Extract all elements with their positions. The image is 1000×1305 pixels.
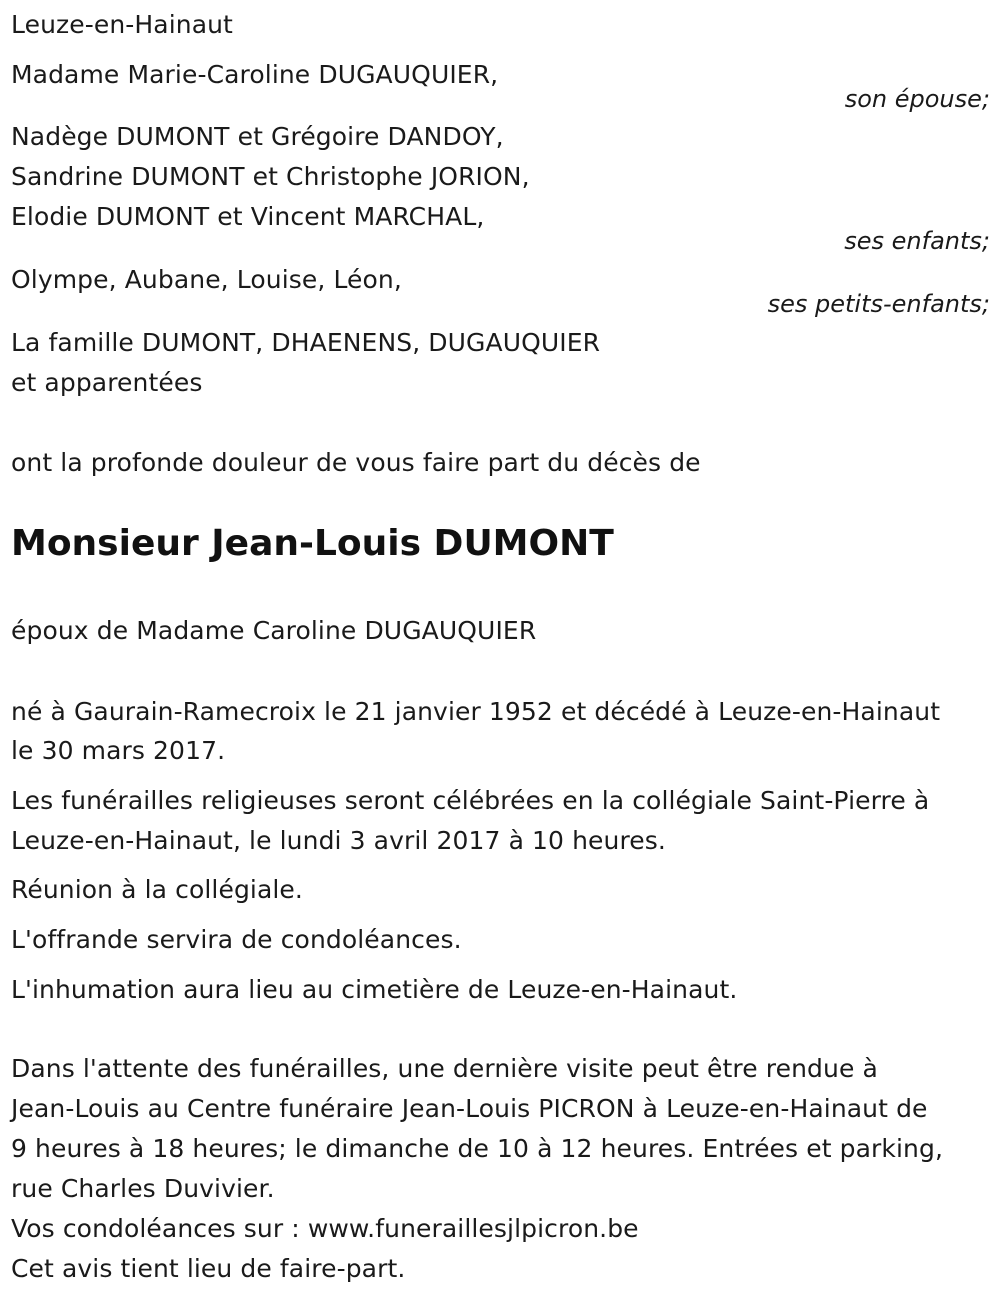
birth-death-info-cont: le 30 mars 2017. (11, 736, 226, 765)
visitation-info: rue Charles Duvivier. (11, 1174, 275, 1203)
visitation-info: Jean-Louis au Centre funéraire Jean-Louis PICRON à Leuze-en-Hainaut de (11, 1094, 928, 1123)
children-relation: ses enfants; (844, 227, 990, 255)
grandchildren-names: Olympe, Aubane, Louise, Léon, (11, 265, 402, 294)
visitation-info: 9 heures à 18 heures; le dimanche de 10 à 12 heures. Entrées et parking, (11, 1134, 943, 1163)
condolences-link[interactable]: Vos condoléances sur : www.funeraillesjlpicron.be (11, 1214, 639, 1243)
birth-death-info: né à Gaurain-Ramecroix le 21 janvier 1952 et décédé à Leuze-en-Hainaut (11, 697, 941, 726)
spouse-relation: son épouse; (844, 85, 990, 113)
funeral-service-cont: Leuze-en-Hainaut, le lundi 3 avril 2017 à 10 heures. (11, 826, 666, 855)
child-line: Nadège DUMONT et Grégoire DANDOY, (11, 122, 504, 151)
child-line: Elodie DUMONT et Vincent MARCHAL, (11, 202, 485, 231)
burial-info: L'inhumation aura lieu au cimetière de Leuze-en-Hainaut. (11, 975, 738, 1004)
closing-note: Cet avis tient lieu de faire-part. (11, 1254, 406, 1283)
extended-family-cont: et apparentées (11, 368, 203, 397)
meeting-info: Réunion à la collégiale. (11, 875, 303, 904)
spouse-name: Madame Marie-Caroline DUGAUQUIER, (11, 60, 499, 89)
town-heading: Leuze-en-Hainaut (11, 10, 233, 39)
deceased-name: Monsieur Jean-Louis DUMONT (11, 523, 614, 564)
child-line: Sandrine DUMONT et Christophe JORION, (11, 162, 530, 191)
extended-family: La famille DUMONT, DHAENENS, DUGAUQUIER (11, 328, 601, 357)
funeral-service: Les funérailles religieuses seront célébrées en la collégiale Saint-Pierre à (11, 786, 930, 815)
offering-info: L'offrande servira de condoléances. (11, 925, 462, 954)
spouse-of: époux de Madame Caroline DUGAUQUIER (11, 616, 537, 645)
grandchildren-relation: ses petits-enfants; (767, 290, 990, 318)
visitation-info: Dans l'attente des funérailles, une dernière visite peut être rendue à (11, 1054, 878, 1083)
announcement-intro: ont la profonde douleur de vous faire part du décès de (11, 448, 701, 477)
